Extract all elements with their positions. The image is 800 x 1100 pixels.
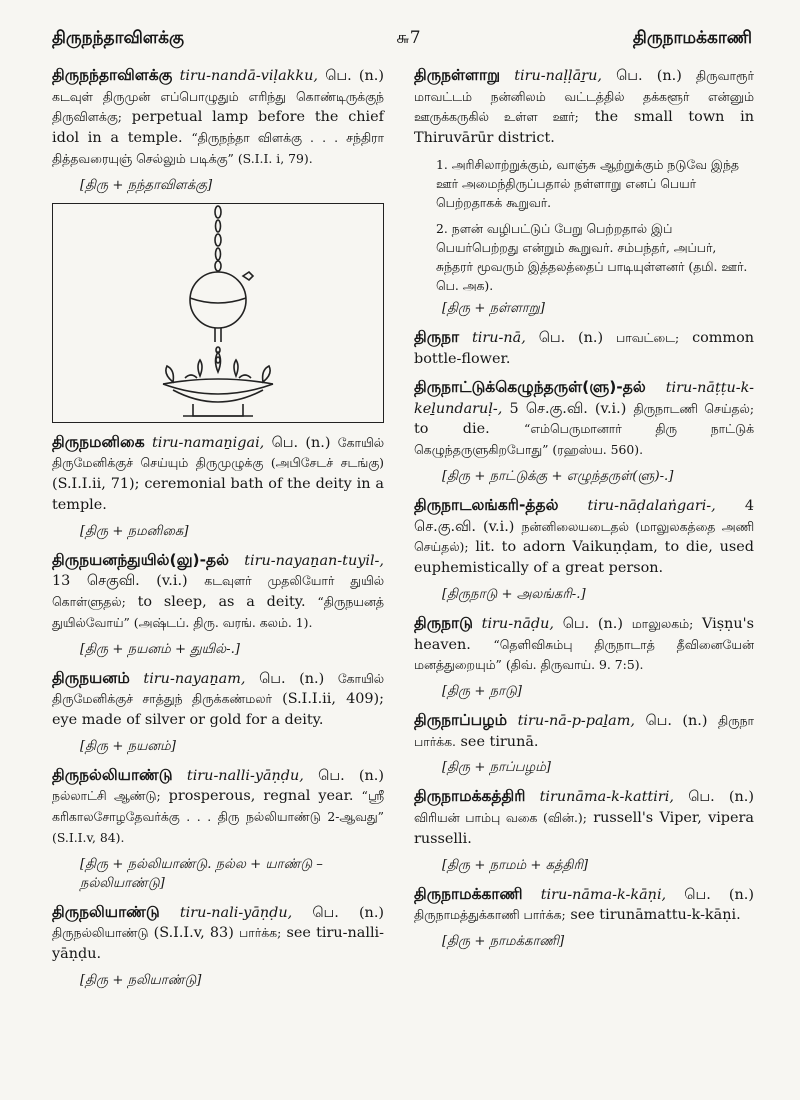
etymology: [திருநாடு + அலங்கரி-.] [442,586,586,602]
reference: (S.I.I.v, 83) [153,925,234,942]
tamil-definition: கோயில் திருமேனிக்குச் சாத்துந் திருக்கண்மலர் [52,670,385,707]
citation: “எம்பெருமானார் திரு நாட்டுக் கெழுந்தருளுகிறபோது” (ரஹஸ்ய. 560). [414,421,754,458]
transliteration: tiru-namaṉigai, [151,434,265,451]
dictionary-entry [414,612,754,676]
etymology: [திரு + நாமக்காணி] [442,934,565,950]
transliteration: tiru-nāḍu, [481,615,554,632]
transliteration: tiru-nayaṉam, [143,670,246,687]
transliteration: tiru-nāma-k-kāṇi, [540,886,667,903]
part-of-speech: பெ. (n.) [684,886,754,903]
etymology: [திரு + நயனம்] [80,738,176,754]
dictionary-entry [414,494,754,579]
right-column [414,64,754,959]
english-definition: eye made of silver or gold for a deity. [52,712,324,729]
english-definition: see tirunā. [460,733,539,750]
etymology: [திரு + நந்தாவிளக்கு] [80,177,213,193]
english-definition: ceremonial bath of the deity in a temple. [52,476,385,513]
tamil-definition-2: பார்க்க; [239,925,282,941]
tamil-definition: கடவுள் திருமுன் எப்பொழுதும் எரிந்து கொண்டிருக்குந் திருவிளக்கு; [52,88,384,125]
dictionary-entry [52,431,384,516]
etymology: [திரு + நயனம் + துயில்-.] [80,641,240,657]
dictionary-entry [414,64,754,149]
english-definition: prosperous, regnal year. [168,788,354,805]
tamil-definition: திருநாடணி செய்தல்; [633,400,755,416]
transliteration: tiru-nā-p-paḻam, [517,713,635,730]
english-definition: russell's Viper, vipera russelli. [414,810,754,847]
transliteration: tiru-nalli-yāṇḍu, [186,767,304,784]
part-of-speech: 13 செகுவி. (v.i.) [52,573,188,590]
transliteration: tiru-nāṭṭu-k-keḻundaruḷ-, [414,379,754,417]
tamil-definition: பாவட்டை; [616,330,680,346]
headword: திருநாமக்கத்திரி [414,787,526,806]
tamil-definition: திருநா பார்க்க. [414,713,754,749]
tamil-definition: திருநாமத்துக்காணி பார்க்க; [414,907,566,923]
note: 1. அரிசிலாற்றுக்கும், வாஞ்சு ஆற்றுக்கும் நடுவே இந்த ஊர் அமைந்திருப்பதால் நள்ளாறு எனப் பெயர் பெற்றதாகக் கூறுவர். [436,156,739,211]
english-definition: to sleep, as a deity. [137,594,306,611]
etymology: [திரு + நல்லியாண்டு. நல்ல + யாண்டு – நல்லியாண்டு] [80,856,323,891]
hanging-lamp-icon [53,204,383,422]
dictionary-entry [414,785,754,849]
tamil-definition: மாலுலகம்; [631,615,694,631]
headword: திருநாடு [414,613,473,632]
english-definition: the small town in Thiruvārūr district. [414,109,755,147]
dictionary-entry [52,549,384,634]
english-definition: see tirunāmattu-k-kāṇi. [570,907,741,924]
running-head-left: திருநந்தாவிளக்கு [52,28,185,48]
transliteration: tiru-nandā-viḷakku, [179,68,318,84]
tamil-definition: விரியன் பாம்பு வகை (வின்.); [414,810,587,826]
headword: திருநாடலங்கரி-த்தல் [414,495,559,514]
tamil-definition: திருநல்லியாண்டு [52,925,149,941]
etymology: [திரு + நாப்பழம்] [442,760,551,776]
headword: திருநள்ளாறு [414,66,501,84]
headword: திருநல்லியாண்டு [52,765,173,784]
transliteration: tiru-nāḍalaṅgari-, [587,497,716,514]
running-head-right: திருநாமக்காணி [632,28,752,48]
citation: “ஸ்ரீ கரிகாலசோழதேவர்க்கு . . . திரு நல்லியாண்டு 2-ஆவது” (S.I.I.v, 84). [52,788,384,845]
lamp-illustration [52,203,384,423]
tamil-definition: நன்னிலையடைதல் (மாலுலகத்தை அணி செய்தல்); [414,518,754,555]
part-of-speech: பெ. (n.) [325,68,384,84]
english-definition: common bottle-flower. [414,330,755,368]
etymology: [திரு + நாடு] [442,684,522,700]
part-of-speech: பெ. (n.) [312,904,385,921]
citation: “தெளிவிசும்பு திருநாடாத் தீவினையேன் மனத்துறையும்” (திவ். திருவாய். 9. 7:5). [414,636,754,673]
headword: திருநாட்டுக்கெழுந்தருள்(ளு)-தல் [414,377,646,396]
part-of-speech: பெ. (n.) [688,789,754,806]
reference: (S.I.I.ii, 71); [52,476,140,493]
part-of-speech: 4 செ.கு.வி. (v.i.) [414,497,754,535]
part-of-speech: பெ. (n.) [259,670,325,687]
english-definition: see tiru-nalli-yāṇḍu. [52,925,385,963]
headword: திருநாமக்காணி [414,884,523,903]
note: 2. நளன் வழிபட்டுப் பேறு பெற்றதால் இப் பெயர்பெற்றது என்றும் கூறுவர். சம்பந்தர், அப்பர், சுந்தரர் மூவரும் இத்தலத்தைப் பாடியுள்ளனர் (தமி. ஊர். பெ. அக). [436,220,748,294]
left-column [52,64,384,998]
tamil-definition: கோயில் திருமேனிக்குச் செய்யும் திருமுழுக்கு (அபிசேடச் சடங்கு) [52,434,384,471]
transliteration: tiru-nā, [471,330,526,347]
part-of-speech: பெ. (n.) [271,434,331,451]
english-definition: Viṣṇu's heaven. [414,615,755,653]
transliteration: tiru-naḷḷāṟu, [514,68,602,84]
headword: திருநாப்பழம் [414,711,508,730]
headword: திருநா [414,328,460,347]
dictionary-entry [414,709,754,752]
headword: திருநயனம் [52,668,130,687]
dictionary-entry [52,901,384,965]
english-definition: perpetual lamp before the chief idol in a temple. [52,109,384,147]
english-definition: to die. [414,421,490,438]
headword: திருநயனந்துயில்(லு)-தல் [52,550,230,569]
citation: “திருநந்தா விளக்கு . . . சந்திரா தித்தவரையுஞ் செல்லும் படிக்கு” (S.I.I. i, 79). [52,130,384,166]
tamil-definition: திருவாரூர் மாவட்டம் நன்னிலம் வட்டத்தில் தக்களூர் என்னும் ஊருக்கருகில் உள்ள ஊர்; [414,68,755,125]
etymology: [திரு + நாமம் + கத்திரி] [442,857,589,873]
english-definition: lit. to adorn Vaikuṇḍam, to die, used euphemistically of a great person. [414,539,755,577]
dictionary-entry [52,667,384,731]
page-number: ௬7 [396,28,421,48]
part-of-speech: 5 செ.கு.வி. (v.i.) [509,400,627,417]
dictionary-entry [414,883,754,926]
etymology: [திரு + நலியாண்டு] [80,972,202,988]
part-of-speech: பெ. (n.) [562,615,623,632]
dictionary-entry [52,764,384,849]
etymology: [திரு + நள்ளாறு] [442,301,545,317]
tamil-definition: நல்லாட்சி ஆண்டு; [52,788,161,804]
transliteration: tiru-nayaṉan-tuyil-, [244,552,384,569]
part-of-speech: பெ. (n.) [616,68,682,84]
transliteration: tirunāma-k-kattiri, [539,789,674,806]
headword: திருநலியாண்டு [52,902,160,921]
dictionary-entry [414,376,754,461]
page-header [52,28,752,54]
dictionary-entry [414,326,754,369]
part-of-speech: பெ. (n.) [645,713,708,730]
headword: திருநந்தாவிளக்கு [52,66,173,84]
part-of-speech: பெ. (n.) [318,767,384,784]
etymology: [திரு + நமனிகை] [80,523,189,539]
part-of-speech: பெ. (n.) [538,330,604,347]
transliteration: tiru-nali-yāṇḍu, [179,904,293,921]
reference: (S.I.I.ii, 409); [282,691,384,708]
dictionary-entry [52,64,384,170]
etymology: [திரு + நாட்டுக்கு + எழுந்தருள்(ளு)-.] [442,468,674,484]
tamil-definition: கடவுளர் முதலியோர் துயில் கொள்ளுதல்; [52,573,385,610]
headword: திருநமனிகை [52,432,145,451]
citation: “திருநயனத் துயில்வோய்” (அஷ்டப். திரு. வரங். கலம். 1). [52,594,385,630]
